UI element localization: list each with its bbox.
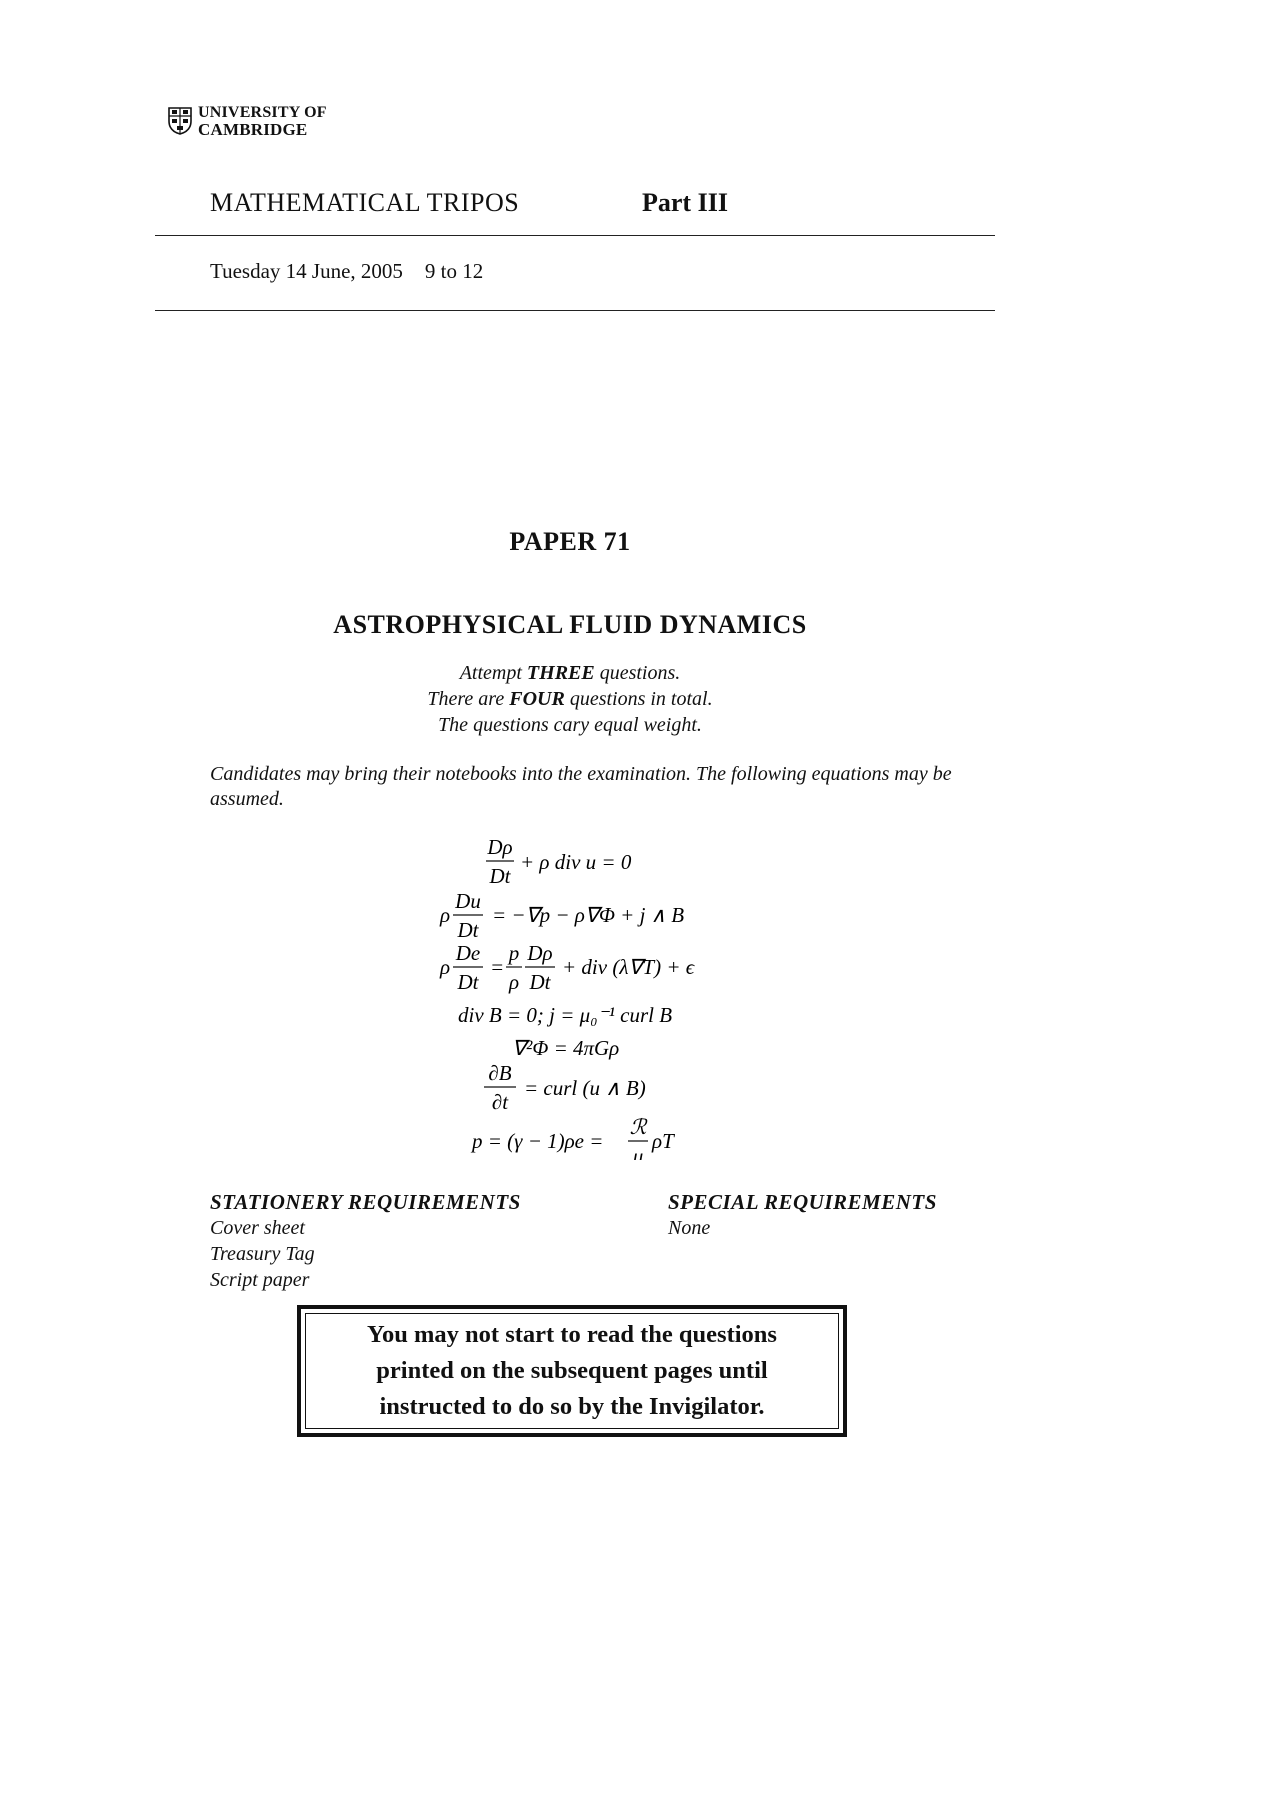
stationery-requirements bbox=[210, 1190, 521, 1293]
paper-number: PAPER 71 bbox=[509, 527, 631, 556]
svg-text:ρT: ρT bbox=[652, 1129, 674, 1153]
instruction-line-1: Attempt THREE questions. bbox=[459, 662, 681, 684]
exam-date: Tuesday 14 June, 2005 bbox=[210, 259, 403, 283]
svg-text:De: De bbox=[455, 941, 481, 965]
instruction-line-2: There are FOUR questions in total. bbox=[427, 688, 713, 710]
equation-magnetic: div B = 0; j = μ₀⁻¹ curl B bbox=[458, 1003, 673, 1027]
svg-text:= curl (u ∧ B): = curl (u ∧ B) bbox=[524, 1076, 646, 1100]
svg-text:Dt: Dt bbox=[457, 918, 479, 942]
equation-state bbox=[470, 1115, 675, 1160]
svg-text:Du: Du bbox=[455, 889, 481, 913]
equations-block bbox=[420, 830, 720, 1160]
svg-text:Dt: Dt bbox=[529, 970, 551, 994]
instructions bbox=[0, 660, 1140, 738]
equation-poisson: ∇²Φ = 4πGρ bbox=[512, 1036, 620, 1060]
top-rule bbox=[155, 235, 995, 236]
svg-text:ℛ: ℛ bbox=[629, 1115, 647, 1139]
svg-text:Dt: Dt bbox=[489, 864, 511, 888]
paper-subject: ASTROPHYSICAL FLUID DYNAMICS bbox=[333, 610, 807, 639]
invigilator-notice bbox=[297, 1305, 847, 1437]
svg-text:∂B: ∂B bbox=[488, 1061, 512, 1085]
svg-text:Dt: Dt bbox=[457, 970, 479, 994]
exam-part: Part III bbox=[642, 188, 728, 217]
exam-time: 9 to 12 bbox=[424, 259, 484, 283]
svg-text:p: p bbox=[508, 941, 520, 965]
svg-text:p = (γ − 1)ρe =: p = (γ − 1)ρe = bbox=[472, 1129, 604, 1153]
svg-text:ρ: ρ bbox=[440, 955, 451, 979]
svg-text:ρ: ρ bbox=[440, 903, 451, 927]
svg-text:ρ: ρ bbox=[508, 970, 520, 994]
equation-momentum bbox=[439, 889, 684, 942]
logo-line-2: CAMBRIDGE bbox=[198, 120, 308, 139]
svg-text:= −∇p − ρ∇Φ + j ∧ B: = −∇p − ρ∇Φ + j ∧ B bbox=[492, 903, 685, 927]
svg-text:+ div (λ∇T) + ϵ: + div (λ∇T) + ϵ bbox=[562, 955, 695, 979]
bottom-rule bbox=[155, 310, 995, 311]
special-requirements bbox=[668, 1190, 937, 1241]
equation-energy bbox=[439, 941, 696, 994]
instruction-line-3: The questions cary equal weight. bbox=[438, 714, 702, 736]
stationery-item: Script paper bbox=[210, 1269, 310, 1291]
svg-text:Dρ: Dρ bbox=[487, 835, 513, 859]
exam-date-line bbox=[210, 259, 483, 284]
crest-icon bbox=[168, 107, 192, 135]
notice-line-3: instructed to do so by the Invigilator. bbox=[379, 1393, 765, 1420]
svg-text:=: = bbox=[490, 955, 505, 979]
equation-continuity bbox=[486, 835, 632, 888]
stationery-item: Cover sheet bbox=[210, 1217, 305, 1239]
stationery-item: Treasury Tag bbox=[210, 1243, 315, 1265]
equation-induction bbox=[484, 1061, 646, 1114]
exam-title: MATHEMATICAL TRIPOS bbox=[210, 188, 520, 217]
notice-line-1: You may not start to read the questions bbox=[367, 1321, 777, 1348]
university-logo bbox=[168, 104, 327, 138]
special-item: None bbox=[668, 1217, 711, 1239]
logo-wordmark bbox=[198, 104, 327, 138]
candidates-note: Candidates may bring their notebooks into the examination. The following equations may be assumed. bbox=[210, 763, 952, 810]
svg-text:μ: μ bbox=[632, 1144, 644, 1160]
stationery-heading: STATIONERY REQUIREMENTS bbox=[210, 1190, 521, 1214]
logo-line-1: UNIVERSITY OF bbox=[198, 104, 327, 121]
svg-text:∂t: ∂t bbox=[491, 1090, 509, 1114]
notice-line-2: printed on the subsequent pages until bbox=[376, 1357, 768, 1384]
special-heading: SPECIAL REQUIREMENTS bbox=[668, 1190, 937, 1214]
svg-text:+ ρ div u = 0: + ρ div u = 0 bbox=[520, 850, 632, 874]
svg-text:Dρ: Dρ bbox=[527, 941, 553, 965]
